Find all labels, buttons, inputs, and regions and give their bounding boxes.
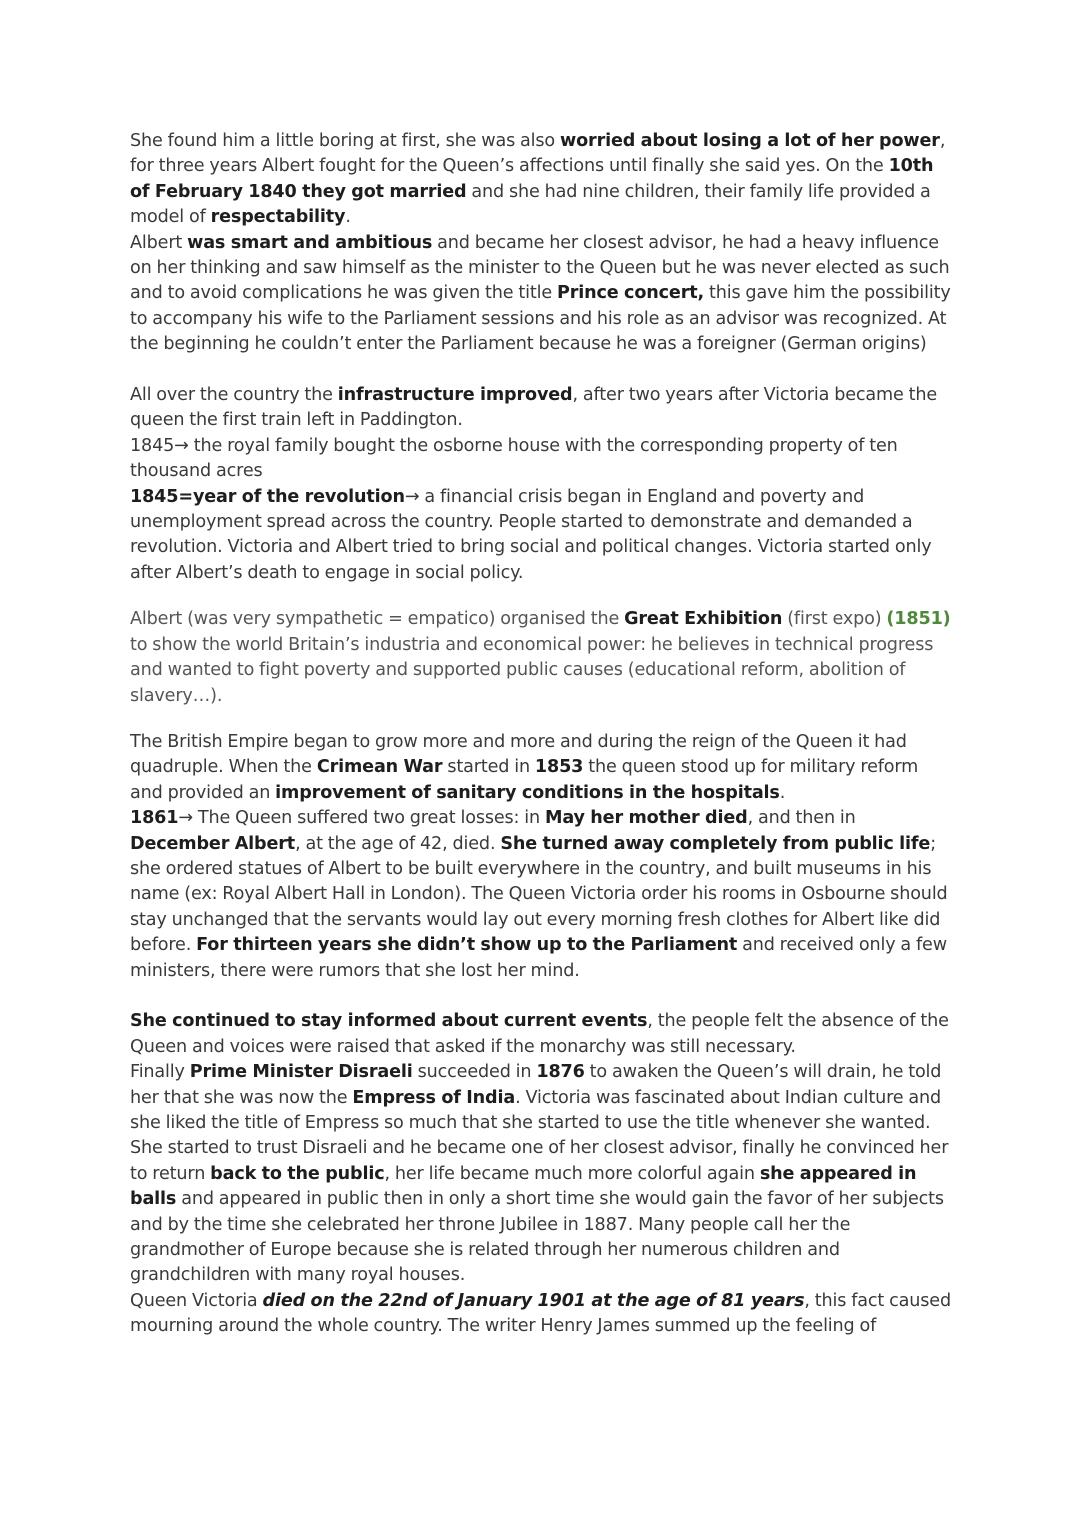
text-run: succeeded in (412, 1062, 537, 1083)
paragraph-current-events (130, 1009, 952, 1060)
text-run: and appeared in public then in only a short time she would gain the favor of her subjects and by the time she celebrated her throne Jubilee in 1887. Many people call her the grandmother of Europe because she is related through her numerous children and grandchildren with many royal houses. (130, 1189, 944, 1286)
text-run: 1845→ the royal family bought the osborne house with the corresponding property of ten thousand acres (130, 435, 898, 482)
bold-run: For thirteen years she didn’t show up to the Parliament (196, 935, 738, 956)
text-run: started in (442, 757, 535, 778)
highlight-year: (1851) (886, 609, 951, 630)
bold-run: She continued to stay informed about current events (130, 1011, 648, 1032)
text-run: → a financial crisis began in England and poverty and unemployment spread across the country. People started to demonstrate and demanded a revolution. Victoria and Albert tried to bring social and political changes. Victoria started only after Albert’s death to engage in social policy. (130, 486, 932, 583)
text-run: . (345, 207, 351, 228)
paragraph-albert-advisor (130, 231, 952, 358)
text-run: Finally (130, 1062, 190, 1083)
text-run: this gave him the possibility to accompany his wife to the Parliament sessions and his role as an advisor was recognized. At the beginning he couldn’t enter the Parliament because he was a foreigner (German origins) (130, 283, 951, 355)
text-run: (first expo) (782, 609, 887, 630)
bold-run: improvement of sanitary conditions in the hospitals (275, 782, 780, 803)
paragraph-1861-losses (130, 806, 952, 984)
text-run: She found him a little boring at first, she was also (130, 131, 560, 151)
text-run: The British Empire began to grow more and more and during the reign of the Queen it had quadruple. When the (130, 731, 907, 778)
text-run: and she had nine children, their family life provided a model of (130, 181, 931, 228)
document-page (130, 129, 952, 1340)
paragraph-disraeli (130, 1060, 952, 1136)
bold-italic-run: died on the 22nd of January 1901 at the age of 81 years (262, 1290, 805, 1311)
bold-run: Empress of India (352, 1087, 516, 1108)
paragraph-death (130, 1289, 952, 1340)
bold-run: infrastructure improved (337, 385, 573, 406)
text-run: to awaken the Queen’s will drain, he told her that she was now the (130, 1062, 942, 1108)
text-run: to show the world Britain’s industria and economical power: he believes in technical progress and wanted to fight poverty and supported public causes (educational reform, abolition of slavery…). (130, 634, 934, 706)
bold-run: was smart and ambitious (187, 232, 433, 253)
paragraph-revolution (130, 485, 952, 587)
text-run: and became her closest advisor, he had a heavy influence on her thinking and saw himself as the minister to the Queen but he was never elected as such and to avoid complications he was given the title (130, 232, 950, 304)
text-run: and received only a few ministers, there were rumors that she lost her mind. (130, 935, 947, 981)
bold-run (263, 1291, 805, 1311)
paragraph-return-to-public (130, 1136, 952, 1288)
bold-run: Great Exhibition (624, 609, 783, 630)
text-run: , for three years Albert fought for the Queen’s affections until finally she said yes. On the (130, 131, 946, 177)
paragraph-osborne-house (130, 434, 952, 485)
bold-run: Prince concert, (556, 283, 705, 304)
bold-run: 1876 (536, 1062, 585, 1083)
text-run: , and then in (747, 808, 856, 829)
text-run: Queen Victoria (130, 1290, 263, 1311)
bold-run: She turned away completely from public life (500, 833, 931, 854)
bold-run: 1845=year of the revolution (130, 486, 405, 507)
text-run: , her life became much more colorful again (384, 1163, 760, 1184)
text-run: She started to trust Disraeli and he became one of her closest advisor, finally he convinced her to return (130, 1138, 949, 1184)
text-run: . Victoria was fascinated about Indian culture and she liked the title of Empress so much that she started to use the title whenever she wanted. (130, 1087, 942, 1133)
paragraph-crimean-war (130, 730, 952, 806)
bold-run: she appeared in balls (130, 1163, 917, 1210)
text-run: → The Queen suffered two great losses: in (178, 808, 545, 829)
paragraph-infrastructure (130, 383, 952, 434)
text-run: . (779, 782, 786, 803)
text-run: , after two years after Victoria became the queen the first train left in Paddington. (130, 385, 938, 431)
bold-run: worried about losing a lot of her power (560, 131, 940, 151)
bold-run: Crimean War (316, 757, 443, 778)
text-run: , the people felt the absence of the Queen and voices were raised that asked if the monarchy was still necessary. (130, 1011, 949, 1057)
text-run: , at the age of 42, died. (295, 833, 501, 854)
bold-run: back to the public (210, 1163, 385, 1184)
bold-run: May her mother died (544, 808, 748, 829)
text-run: the queen stood up for military reform and provided an (130, 757, 919, 803)
text-run: ; she ordered statues of Albert to be built everywhere in the country, and built museums in his name (ex: Royal Albert Hall in London). The Queen Victoria order his rooms in Osbourne should stay unchanged that the servants would lay out every morning fresh clothes for Albert like did before. (130, 833, 948, 956)
bold-run: December Albert (130, 833, 296, 854)
bold-run: 1861 (130, 808, 179, 829)
text-run: , this fact caused mourning around the whole country. The writer Henry James summed up the feeling of (130, 1290, 951, 1337)
bold-run: respectability (210, 207, 346, 228)
text-run: Albert (was very sympathetic = empatico) organised the (130, 609, 625, 630)
text-run: Albert (130, 232, 188, 253)
paragraph-marriage (130, 129, 952, 231)
bold-run: Prime Minister Disraeli (189, 1062, 413, 1083)
paragraph-great-exhibition (130, 607, 952, 709)
text-run: All over the country the (130, 385, 338, 406)
bold-run: 10th of February 1840 they got married (130, 156, 934, 202)
bold-run: 1853 (534, 757, 584, 778)
